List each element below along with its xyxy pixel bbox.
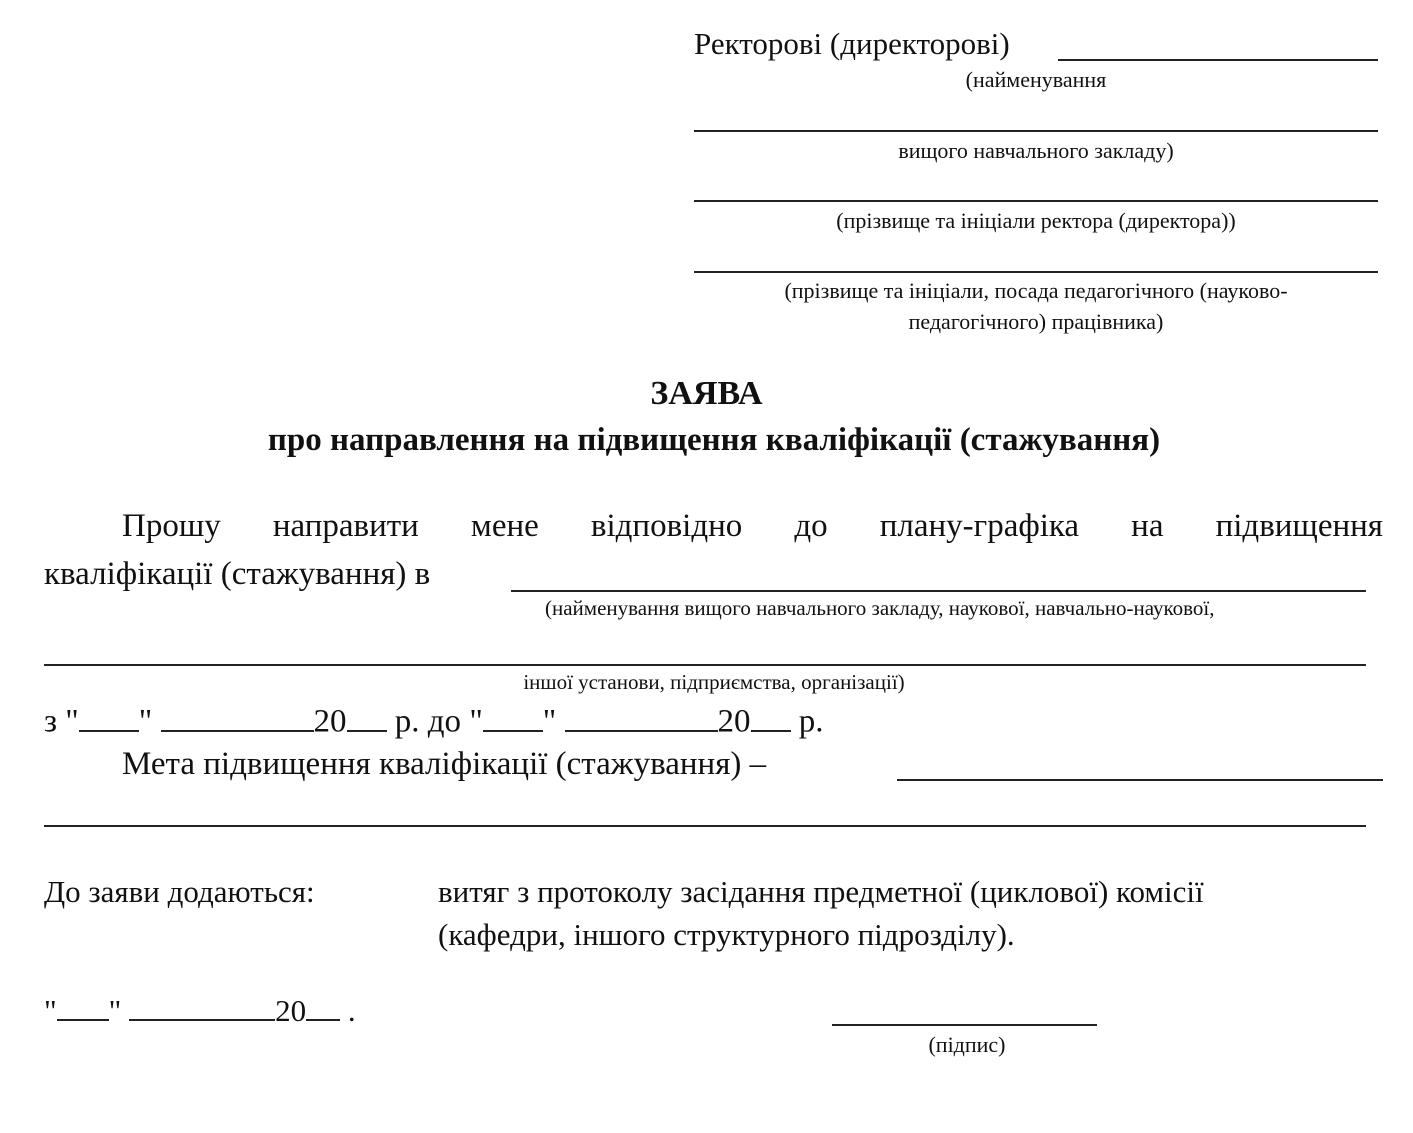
addressee-name-line[interactable] xyxy=(1058,59,1378,61)
start-day-field[interactable] xyxy=(79,700,139,732)
footer-year-field[interactable] xyxy=(306,991,340,1021)
caption-place-2: іншої установи, підприємства, організації) xyxy=(523,670,905,694)
caption-employee-2: педагогічного) працівника) xyxy=(908,309,1164,334)
period-line xyxy=(44,700,824,741)
caption-place-1: (найменування вищого навчального закладу, наукової, навчально-наукової, xyxy=(545,596,1215,620)
caption-institution-2: вищого навчального закладу) xyxy=(898,138,1174,163)
attachments-label: До заяви додаються: xyxy=(44,874,315,909)
end-month-field[interactable] xyxy=(565,700,718,732)
place-line-2[interactable] xyxy=(44,664,1366,666)
period-to-label: р. до xyxy=(394,703,462,740)
purpose-line-1[interactable] xyxy=(897,779,1383,781)
footer-day-field[interactable] xyxy=(57,991,109,1021)
start-month-field[interactable] xyxy=(161,700,314,732)
caption-rector: (прізвище та ініціали ректора (директора)) xyxy=(836,208,1236,233)
purpose-label: Мета підвищення кваліфікації (стажування) – xyxy=(122,746,767,782)
period-end-label: р. xyxy=(798,703,824,740)
end-day-field[interactable] xyxy=(483,700,543,732)
attachment-item-line-2: (кафедри, іншого структурного підрозділу). xyxy=(438,917,1015,952)
start-year-prefix: 20 xyxy=(313,703,347,740)
rector-name-line[interactable] xyxy=(694,200,1378,202)
period-quote-close: " xyxy=(138,703,153,740)
footer-quote-open: " xyxy=(44,992,57,1028)
period-quote-open: " xyxy=(65,703,79,740)
attachment-item-line-1: витяг з протоколу засідання предметної (циклової) комісії xyxy=(438,874,1204,909)
document-subtitle: про направлення на підвищення кваліфікації (стажування) xyxy=(267,422,1161,458)
footer-dot: . xyxy=(347,992,356,1028)
request-line-1: Прошу направити мене відповідно до плану-графіка на підвищення xyxy=(122,508,1383,544)
period-quote-open-2: " xyxy=(469,703,483,740)
period-quote-close-2: " xyxy=(542,703,557,740)
document-title: ЗАЯВА xyxy=(650,375,763,412)
caption-employee-1: (прізвище та ініціали, посада педагогічного (науково- xyxy=(784,278,1288,303)
start-year-field[interactable] xyxy=(347,700,387,732)
footer-year-prefix: 20 xyxy=(275,992,307,1028)
end-year-prefix: 20 xyxy=(717,703,751,740)
caption-institution-1: (найменування xyxy=(965,67,1107,92)
footer-month-field[interactable] xyxy=(129,991,275,1021)
employee-line[interactable] xyxy=(694,271,1378,273)
end-year-field[interactable] xyxy=(751,700,791,732)
signature-caption: (підпис) xyxy=(928,1032,1006,1057)
period-from-label: з xyxy=(44,703,58,740)
place-line-1[interactable] xyxy=(511,590,1366,592)
institution-line[interactable] xyxy=(694,130,1378,132)
addressee-label: Ректорові (директорові) xyxy=(694,26,1010,61)
purpose-line-2[interactable] xyxy=(44,825,1366,827)
signature-line[interactable] xyxy=(832,1024,1097,1026)
request-line-2: кваліфікації (стажування) в xyxy=(44,556,431,592)
footer-date xyxy=(44,991,356,1029)
footer-quote-close: " xyxy=(108,992,122,1028)
